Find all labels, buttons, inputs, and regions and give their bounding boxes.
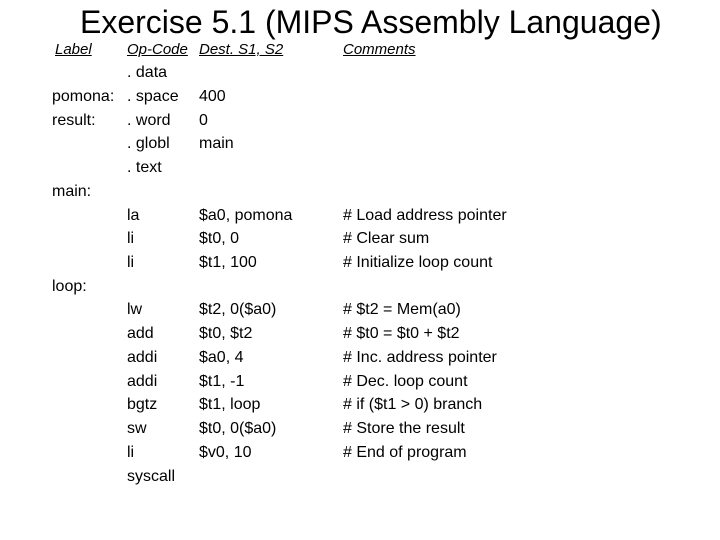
line-opcode: . space [127, 88, 179, 105]
line-operands: $t1, 100 [199, 254, 257, 271]
line-comment: # $t2 = Mem(a0) [343, 301, 461, 318]
line-operands: $t2, 0($a0) [199, 301, 277, 318]
line-opcode: bgtz [127, 396, 158, 413]
line-comment: # Load address pointer [343, 207, 507, 224]
line-label: loop: [52, 278, 87, 295]
slide-title: Exercise 5.1 (MIPS Assembly Language) [80, 4, 662, 40]
line-operands: $t0, 0($a0) [199, 420, 277, 437]
header-comments: Comments [343, 41, 416, 58]
code-line [0, 441, 720, 465]
line-operands: 0 [199, 112, 208, 129]
line-comment: # $t0 = $t0 + $t2 [343, 325, 460, 342]
line-opcode: sw [127, 420, 147, 437]
header-label: Label [55, 41, 92, 58]
line-opcode: addi [127, 349, 158, 366]
line-opcode: la [127, 207, 140, 224]
line-comment: # Dec. loop count [343, 373, 468, 390]
code-line [0, 465, 720, 489]
code-line [0, 61, 720, 85]
line-label: result: [52, 112, 96, 129]
line-opcode: lw [127, 301, 143, 318]
line-opcode: add [127, 325, 154, 342]
line-operands: $t1, loop [199, 396, 261, 413]
line-comment: # End of program [343, 444, 467, 461]
line-operands: $t0, $t2 [199, 325, 253, 342]
line-opcode: . text [127, 159, 162, 176]
line-operands: $v0, 10 [199, 444, 252, 461]
line-comment: # Inc. address pointer [343, 349, 497, 366]
line-opcode: li [127, 254, 135, 271]
code-line [0, 156, 720, 180]
line-comment: # if ($t1 > 0) branch [343, 396, 483, 413]
line-operands: $t1, -1 [199, 373, 245, 390]
line-comment: # Clear sum [343, 230, 430, 247]
line-label: main: [52, 183, 92, 200]
line-operands: $a0, pomona [199, 207, 293, 224]
line-operands: 400 [199, 88, 226, 105]
code-line [0, 109, 720, 133]
line-operands: $t0, 0 [199, 230, 240, 247]
line-opcode: li [127, 444, 135, 461]
line-opcode: syscall [127, 468, 176, 485]
code-line [0, 227, 720, 251]
line-comment: # Initialize loop count [343, 254, 493, 271]
code-line [0, 85, 720, 109]
line-opcode: . data [127, 64, 168, 81]
code-line [0, 180, 720, 204]
header-operands: Dest. S1, S2 [199, 41, 284, 58]
line-label: pomona: [52, 88, 115, 105]
code-line [0, 393, 720, 417]
code-line [0, 370, 720, 394]
code-line [0, 204, 720, 228]
line-comment: # Store the result [343, 420, 465, 437]
code-line [0, 322, 720, 346]
line-operands: main [199, 135, 234, 152]
code-line [0, 417, 720, 441]
header-opcode: Op-Code [127, 41, 188, 58]
code-line [0, 132, 720, 156]
code-line [0, 275, 720, 299]
line-opcode: li [127, 230, 135, 247]
line-opcode: . globl [127, 135, 170, 152]
code-line [0, 298, 720, 322]
code-line [0, 346, 720, 370]
line-opcode: . word [127, 112, 171, 129]
line-opcode: addi [127, 373, 158, 390]
line-operands: $a0, 4 [199, 349, 244, 366]
code-line [0, 251, 720, 275]
